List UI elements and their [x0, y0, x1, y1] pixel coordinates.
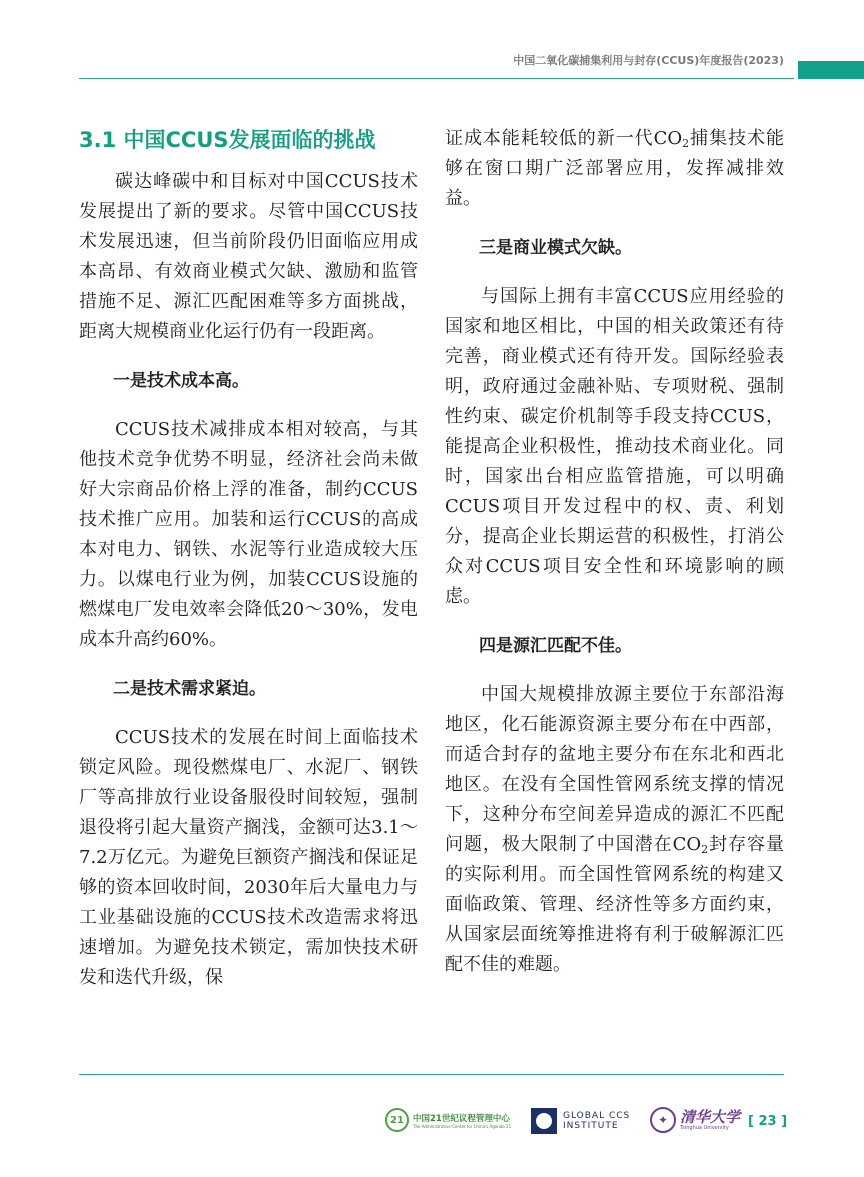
subheading-business-model: 三是商业模式欠缺。	[479, 238, 632, 258]
continued-text-a: 证成本能耗较低的新一代CO	[445, 128, 683, 149]
intro-paragraph: 碳达峰碳中和目标对中国CCUS技术发展提出了新的要求。尽管中国CCUS技术发展迅速，但当前阶段仍旧面临应用成本高昂、有效商业模式欠缺、激励和监管措施不足、源汇匹配困难等多方面挑战，距离大规模商业化运行仍有一段距离。	[79, 171, 418, 342]
tech-cost-paragraph: CCUS技术减排成本相对较高，与其他技术竞争优势不明显，经济社会尚未做好大宗商品价格上浮的准备，制约CCUS技术推广应用。加装和运行CCUS的高成本对电力、钢铁、水泥等行业造成较大压力。以煤电行业为例，加装CCUS设施的燃煤电厂发电效率会降低20～30%，发电成本升高约60%。	[79, 419, 418, 650]
subheading-source-sink: 四是源汇匹配不佳。	[479, 636, 632, 656]
global-ccs-line2: INSTITUTE	[563, 1121, 619, 1131]
footer-divider	[79, 1074, 784, 1075]
section-title: 3.1 中国CCUS发展面临的挑战	[79, 128, 376, 152]
right-column	[445, 124, 784, 980]
page-number: [ 23 ]	[748, 1114, 788, 1129]
acca21-logo	[385, 1108, 511, 1132]
acca21-name-en: The Administrative Center for China's Agenda 21	[413, 1123, 512, 1129]
continued-text-b: 捕集技术能够在窗口期广泛部署应用，发挥减排效益。	[445, 128, 785, 209]
acca21-name-cn: 中国21世纪议程管理中心	[413, 1113, 510, 1124]
continued-paragraph	[445, 124, 784, 214]
global-ccs-line1: GLOBAL CCS	[563, 1111, 631, 1121]
header-accent-bar	[798, 61, 864, 79]
source-sink-text-b: 封存容量的实际利用。而全国性管网系统的构建又面临政策、管理、经济性等多方面约束，从国家层面统筹推进将有利于破解源汇匹配不佳的难题。	[445, 834, 785, 975]
left-column	[79, 124, 418, 993]
tsinghua-seal-icon: ✦	[650, 1107, 676, 1133]
tech-demand-paragraph: CCUS技术的发展在时间上面临技术锁定风险。现役燃煤电厂、水泥厂、钢铁厂等高排放行业设备服役时间较短，强制退役将引起大量资产搁浅，金额可达3.1～7.2万亿元。为避免巨额资产搁浅和保证足够的资本回收时间，2030年后大量电力与工业基础设施的CCUS技术改造需求将迅速增加。为避免技术锁定，需加快技术研发和迭代升级，保	[79, 727, 418, 988]
global-ccs-emblem-icon	[531, 1108, 557, 1134]
business-model-paragraph: 与国际上拥有丰富CCUS应用经验的国家和地区相比，中国的相关政策还有待完善，商业模式还有待开发。国际经验表明，政府通过金融补贴、专项财税、强制性约束、碳定价机制等手段支持CCUS，能提高企业积极性，推动技术商业化。同时，国家出台相应监管措施，可以明确CCUS项目开发过程中的权、责、利划分，提高企业长期运营的积极性，打消公众对CCUS项目安全性和环境影响的顾虑。	[445, 286, 784, 607]
source-sink-text-a: 中国大规模排放源主要位于东部沿海地区，化石能源资源主要分布在中西部，而适合封存的盆地主要分布在东北和西北地区。在没有全国性管网系统支撑的情况下，这种分布空间差异造成的源汇不匹配问题，极大限制了中国潜在CO	[445, 684, 784, 855]
global-ccs-logo	[531, 1108, 630, 1134]
co2-subscript-2: 2	[701, 843, 709, 856]
subheading-tech-demand: 二是技术需求紧迫。	[113, 679, 266, 699]
source-sink-paragraph	[445, 680, 784, 980]
tsinghua-logo	[650, 1107, 740, 1133]
subheading-tech-cost: 一是技术成本高。	[113, 371, 249, 391]
header-divider	[79, 78, 794, 79]
acca21-emblem-icon: 21	[385, 1108, 409, 1132]
tsinghua-name-en: Tsinghua University	[680, 1125, 729, 1131]
running-header: 中国二氧化碳捕集利用与封存(CCUS)年度报告(2023)	[513, 54, 784, 67]
co2-subscript: 2	[682, 137, 690, 150]
tsinghua-name-cn: 清华大学	[680, 1108, 741, 1126]
